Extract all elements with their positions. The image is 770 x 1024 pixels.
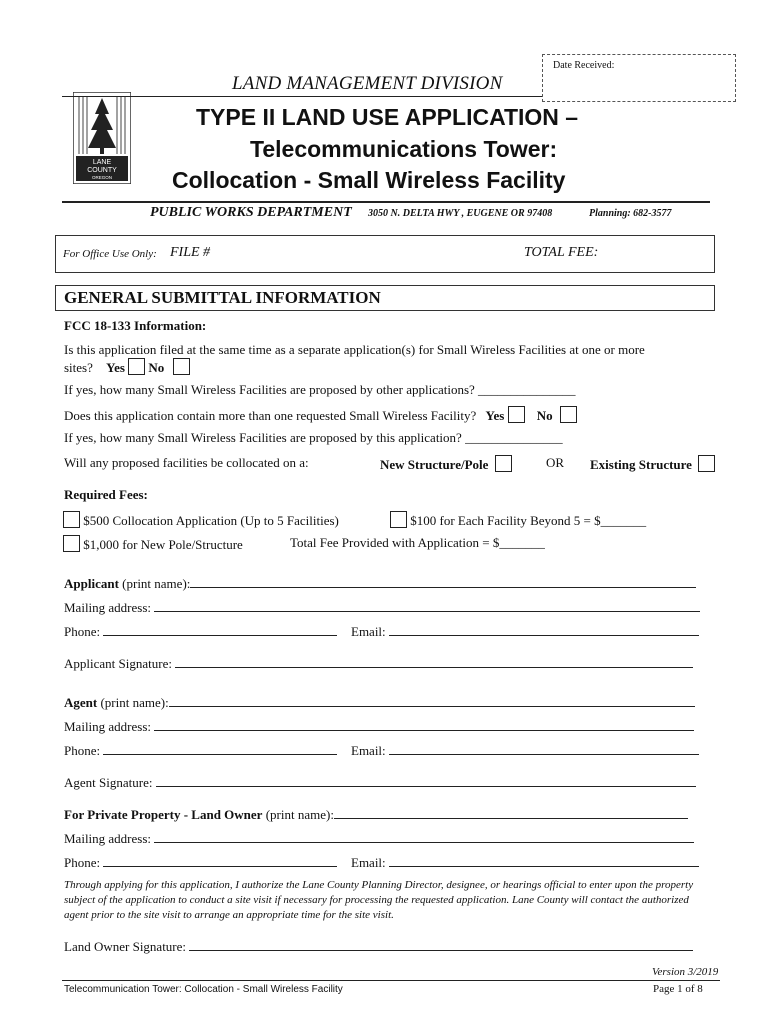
fee-1-checkbox[interactable] [63, 511, 80, 528]
fee-2-checkbox[interactable] [390, 511, 407, 528]
svg-text:COUNTY: COUNTY [87, 167, 117, 174]
applicant-label: Applicant [64, 576, 119, 591]
fcc-question-4[interactable]: If yes, how many Small Wireless Facilities are proposed by this application? _______________ [64, 430, 563, 445]
agent-signature-label: Agent Signature: [64, 775, 153, 790]
department-address: 3050 N. DELTA HWY , EUGENE OR 97408 [368, 208, 553, 219]
svg-text:LANE: LANE [92, 159, 112, 166]
fee-2-label: $100 for Each Facility Beyond 5 = $_______ [410, 513, 647, 528]
agent-email-field[interactable] [351, 743, 699, 759]
office-use-label: For Office Use Only: [63, 248, 157, 260]
division-title: LAND MANAGEMENT DIVISION [232, 73, 503, 94]
owner-mailing-field[interactable] [64, 831, 694, 847]
new-structure-checkbox[interactable] [495, 455, 512, 472]
owner-email-field[interactable] [351, 855, 699, 871]
application-title-line2: Telecommunications Tower: [250, 136, 558, 162]
fee-option-2 [390, 511, 646, 529]
owner-label-rest: (print name): [262, 807, 334, 822]
agent-email-label: Email: [351, 743, 386, 758]
fees-heading: Required Fees: [64, 487, 148, 502]
file-number-label[interactable]: FILE # [170, 245, 211, 260]
footer-rule [62, 980, 720, 981]
applicant-signature-field[interactable] [64, 656, 693, 672]
owner-name-field[interactable] [64, 807, 688, 823]
q1-no-checkbox[interactable] [173, 358, 190, 375]
agent-name-field[interactable] [64, 695, 695, 711]
footer-document-name: Telecommunication Tower: Collocation - Small Wireless Facility [64, 984, 343, 995]
agent-phone-field[interactable] [64, 743, 337, 759]
owner-phone-field[interactable] [64, 855, 337, 871]
q3-yes-checkbox[interactable] [508, 406, 525, 423]
fee-option-3 [63, 535, 243, 553]
applicant-signature-label: Applicant Signature: [64, 656, 172, 671]
application-title-line1: TYPE II LAND USE APPLICATION – [196, 104, 579, 130]
agent-signature-field[interactable] [64, 775, 696, 791]
owner-phone-label: Phone: [64, 855, 101, 870]
applicant-phone-field[interactable] [64, 624, 337, 640]
applicant-label-rest: (print name): [118, 576, 191, 591]
q1-no-label: No [148, 360, 165, 375]
header-rule-top [62, 96, 542, 97]
page-number: Page 1 of 8 [653, 983, 703, 995]
fee-3-label: $1,000 for New Pole/Structure [83, 537, 243, 552]
new-structure-label: New Structure/Pole [380, 457, 489, 472]
q3-no-checkbox[interactable] [560, 406, 577, 423]
owner-mailing-label: Mailing address: [64, 831, 152, 846]
section-title-box [55, 285, 715, 311]
application-title-line3: Collocation - Small Wireless Facility [172, 167, 566, 193]
applicant-phone-label: Phone: [64, 624, 101, 639]
date-received-box[interactable] [542, 54, 736, 102]
fee-3-checkbox[interactable] [63, 535, 80, 552]
fcc-question-3-text: Does this application contain more than one requested Small Wireless Facility? [64, 408, 477, 423]
lane-county-logo [73, 92, 131, 184]
planning-phone: Planning: 682-3577 [589, 208, 672, 219]
agent-phone-label: Phone: [64, 743, 101, 758]
q3-yes-label: Yes [485, 408, 505, 423]
fcc-question-1-line2 [64, 358, 190, 376]
owner-label: For Private Property - Land Owner [64, 807, 263, 822]
office-use-box [55, 235, 715, 273]
fcc-question-1: Is this application filed at the same time as a separate application(s) for Small Wireless Facilities at one or more [64, 342, 645, 357]
total-fee-provided[interactable]: Total Fee Provided with Application = $_______ [290, 535, 545, 550]
q1-yes-label: Yes [106, 360, 125, 375]
header-rule-bottom [62, 201, 710, 203]
version-label: Version 3/2019 [652, 966, 719, 978]
agent-mailing-label: Mailing address: [64, 719, 152, 734]
existing-structure-checkbox[interactable] [698, 455, 715, 472]
new-structure-option [380, 455, 512, 473]
total-fee-label[interactable]: TOTAL FEE: [524, 245, 599, 260]
existing-structure-label: Existing Structure [590, 457, 692, 472]
fcc-heading: FCC 18-133 Information: [64, 318, 207, 333]
fcc-question-2[interactable]: If yes, how many Small Wireless Facilities are proposed by other applications? _______________ [64, 382, 576, 397]
fee-1-label: $500 Collocation Application (Up to 5 Facilities) [83, 513, 339, 528]
section-title: GENERAL SUBMITTAL INFORMATION [64, 288, 381, 307]
authorization-statement: Through applying for this application, I authorize the Lane County Planning Director, designee, or hearings official to enter upon the property subject of the application to conduct a site visit if necessary for processing the requested application. Lane County will contact the authorized agent prior to the site visit to arrange an appropriate time for the site visit. [64, 879, 694, 921]
applicant-email-label: Email: [351, 624, 386, 639]
applicant-email-field[interactable] [351, 624, 699, 640]
department-name: PUBLIC WORKS DEPARTMENT [150, 205, 352, 220]
date-received-label: Date Received: [553, 60, 615, 71]
applicant-mailing-field[interactable] [64, 600, 700, 616]
owner-signature-field[interactable] [64, 939, 693, 955]
agent-mailing-field[interactable] [64, 719, 694, 735]
fee-option-1 [63, 511, 339, 529]
existing-structure-option [590, 455, 715, 473]
fcc-question-5: Will any proposed facilities be collocated on a: [64, 455, 309, 470]
agent-label-rest: (print name): [97, 695, 169, 710]
or-label: OR [546, 455, 565, 470]
owner-email-label: Email: [351, 855, 386, 870]
svg-text:OREGON: OREGON [91, 175, 113, 180]
fcc-question-3 [64, 406, 577, 424]
applicant-mailing-label: Mailing address: [64, 600, 152, 615]
q1-yes-checkbox[interactable] [128, 358, 145, 375]
agent-label: Agent [64, 695, 98, 710]
fcc-question-1-sites: sites? [64, 360, 93, 375]
owner-signature-label: Land Owner Signature: [64, 939, 187, 954]
applicant-name-field[interactable] [64, 576, 704, 592]
q3-no-label: No [536, 408, 553, 423]
